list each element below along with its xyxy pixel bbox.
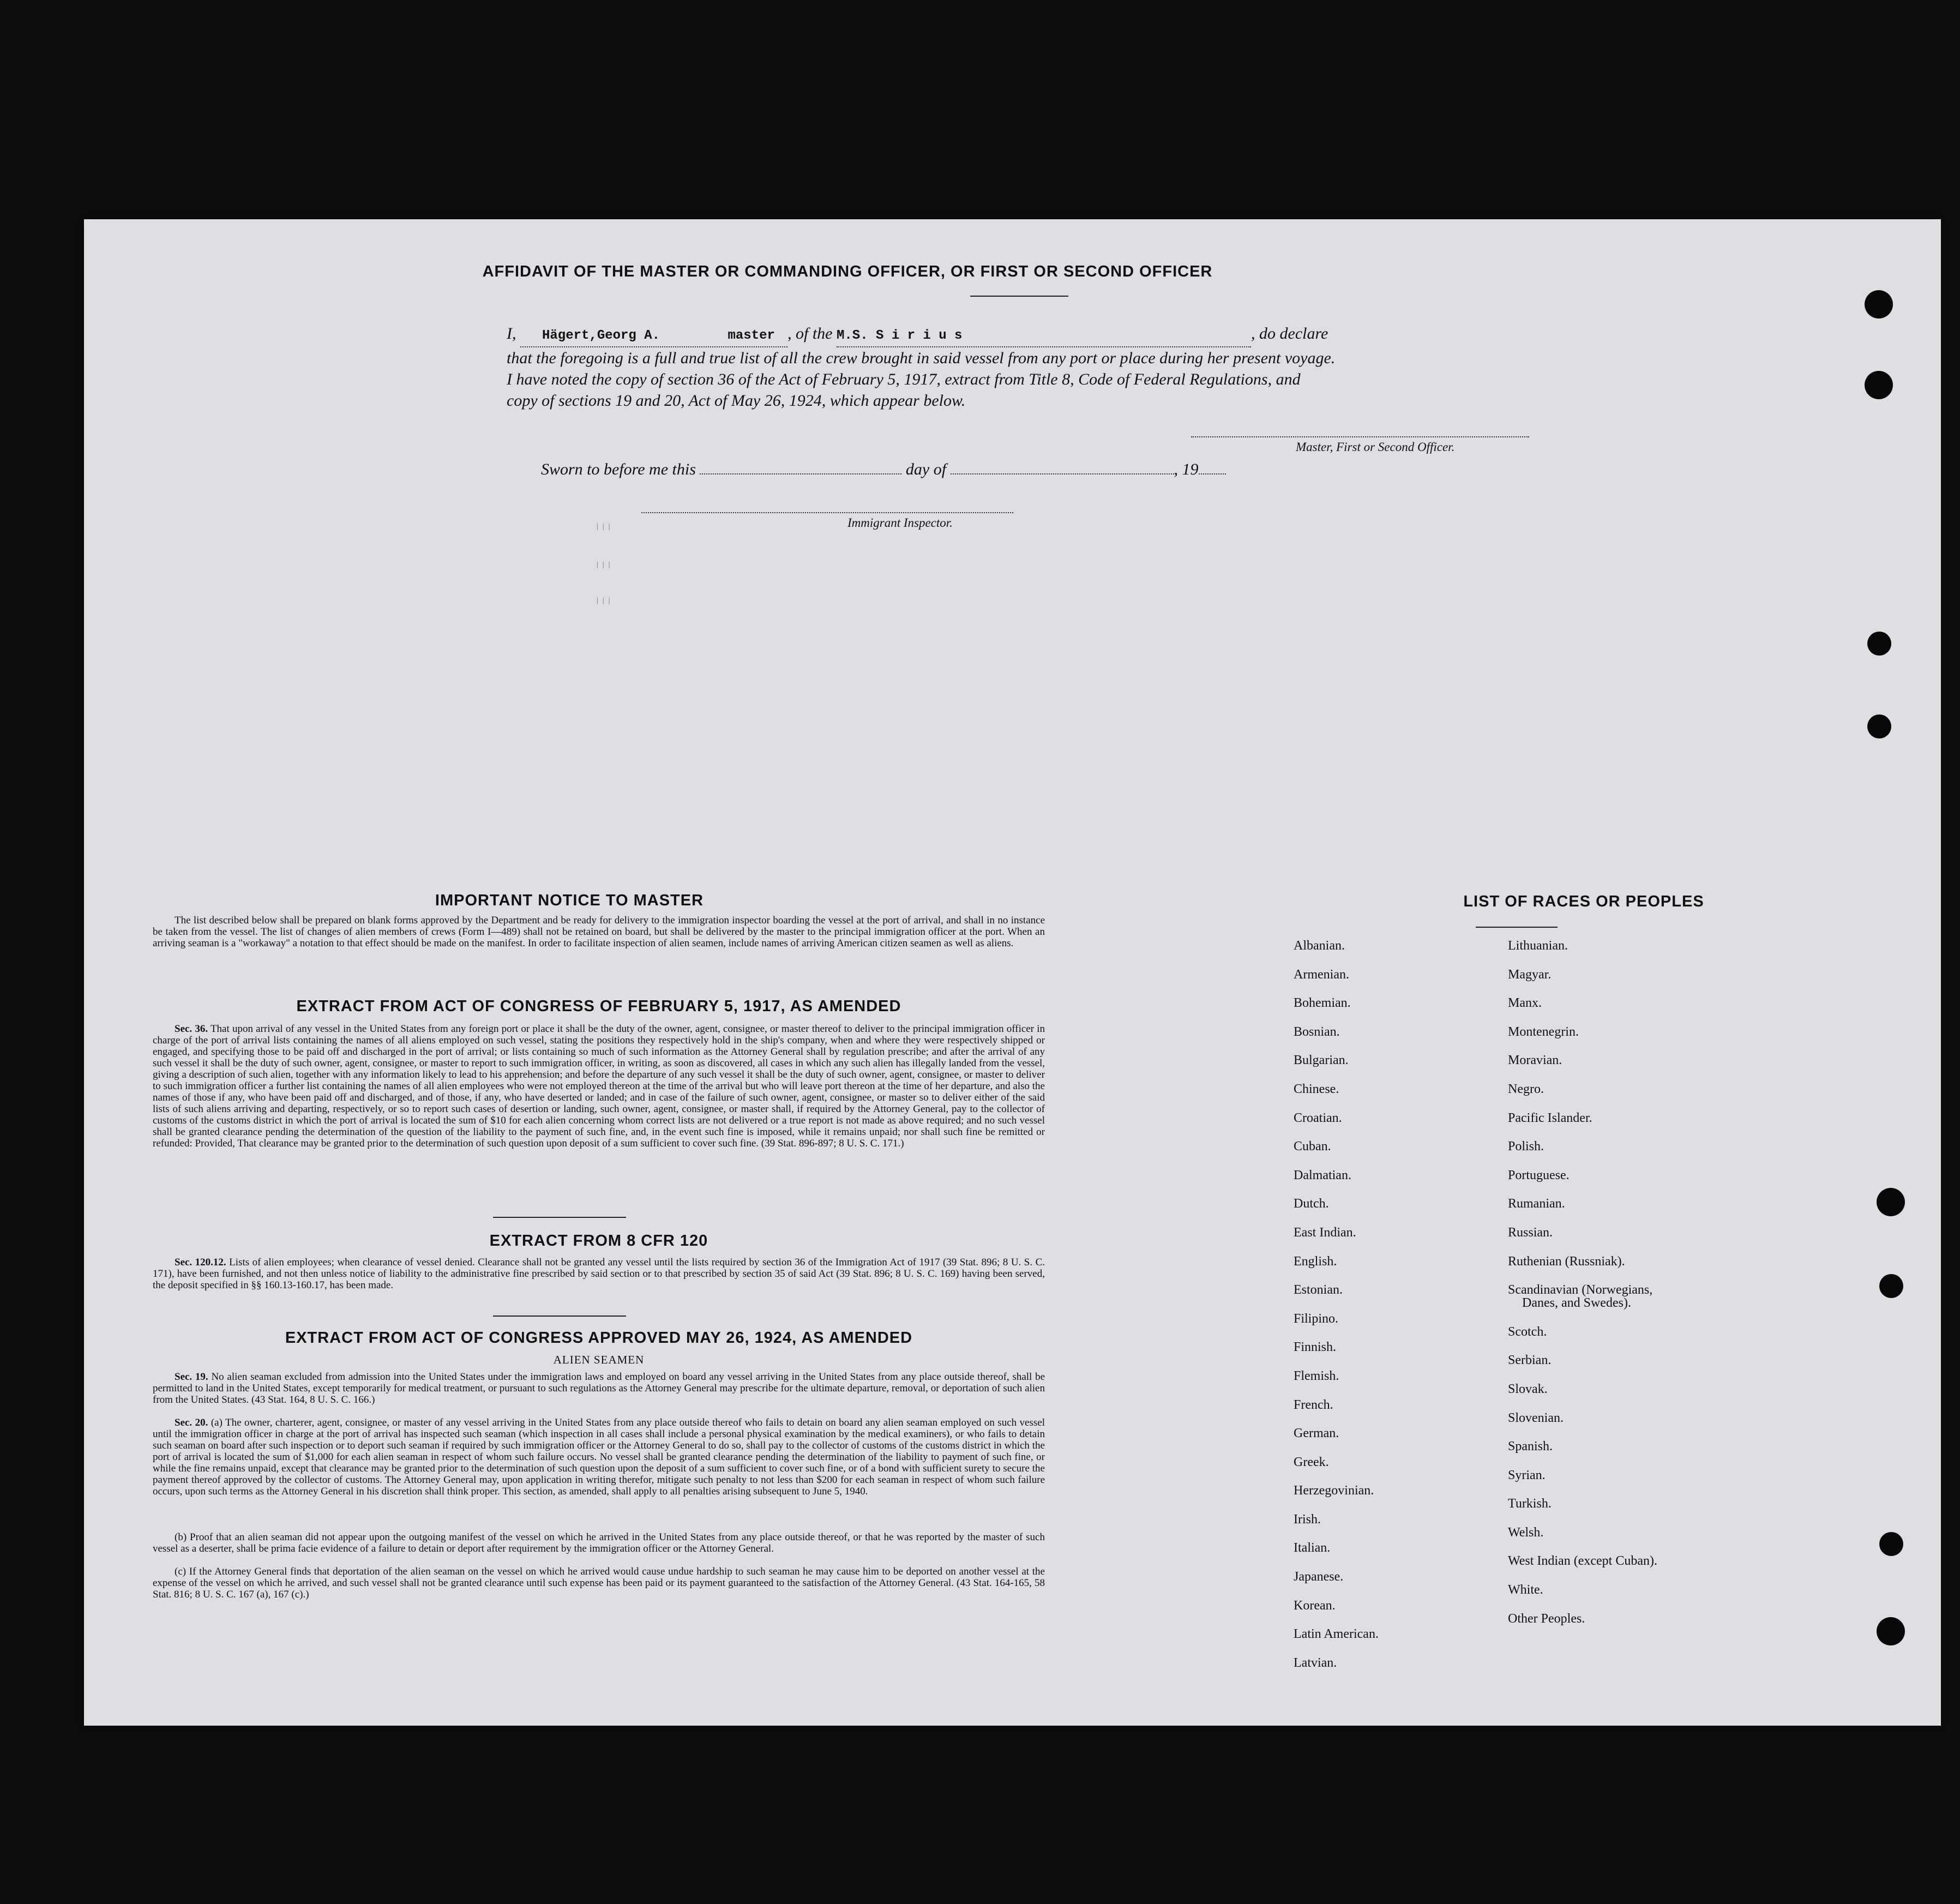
race-item: Dutch. — [1294, 1197, 1329, 1211]
punch-hole-1 — [1865, 290, 1893, 319]
race-item: Greek. — [1294, 1455, 1329, 1469]
race-item: Russian. — [1508, 1225, 1553, 1240]
divider-1 — [493, 1217, 626, 1218]
race-item: Japanese. — [1294, 1570, 1344, 1584]
sec-20b-text: (b) Proof that an alien seaman did not appear upon the outgoing manifest of the vessel on which he arrived in the United States from any place outside thereof, or that he was reported by the master of such vessel as a deserter, shall be prima facie evidence of a failure to detain or deport after requirement by the immigration officer or the Attorney General. — [153, 1531, 1045, 1554]
race-item: Chinese. — [1294, 1082, 1339, 1096]
sec-20a-text — [153, 1417, 1045, 1497]
faint-mark-1: ||| — [597, 522, 615, 531]
punch-hole-8 — [1877, 1617, 1905, 1645]
notice-title: IMPORTANT NOTICE TO MASTER — [435, 892, 704, 909]
inspector-signature-label: Immigrant Inspector. — [847, 516, 953, 530]
race-item: Slovenian. — [1508, 1410, 1564, 1425]
race-item: Other Peoples. — [1508, 1611, 1585, 1626]
sec-120-label: Sec. 120.12. — [175, 1257, 226, 1268]
race-item: Herzegovinian. — [1294, 1483, 1374, 1498]
race-item: White. — [1508, 1583, 1543, 1597]
race-item: Bohemian. — [1294, 996, 1351, 1011]
punch-hole-4 — [1867, 714, 1891, 738]
race-item: Serbian. — [1508, 1353, 1552, 1368]
race-item: Albanian. — [1294, 939, 1345, 953]
races-right-column — [1508, 938, 1657, 1639]
vessel-name-field[interactable] — [837, 325, 1251, 347]
race-item: Turkish. — [1508, 1497, 1552, 1511]
sec-20c-text: (c) If the Attorney General finds that deportation of the alien seaman on the vessel on which he arrived would cause undue hardship to such seaman he may cause him to be deported on another vessel at the expense of the vessel on which he arrived, and such vessel shall not be granted clearance until such expense has been paid or its payment guaranteed to the satisfaction of the Attorney General. (43 Stat. 164-165, 58 Stat. 816; 8 U. S. C. 167 (a), 167 (c).) — [153, 1566, 1045, 1600]
sec-120-body: Lists of alien employees; when clearance of vessel denied. Clearance shall not be granted any vessel until the lists required by section 36 of the Immigration Act of 1917 (39 Stat. 896; 8 U. S. C. 171), have been furnished, and not then unless notice of liability to the administrative fine prescribed by said section or to that prescribed by section 35 of said Act (39 Stat. 896; 8 U. S. C. 169) having been served, the deposit specified in §§ 160.13-160.17, has been made. — [153, 1257, 1045, 1291]
sworn-year-field[interactable] — [1199, 459, 1226, 475]
race-item: Filipino. — [1294, 1311, 1339, 1326]
race-item: Lithuanian. — [1508, 939, 1568, 953]
race-item: English. — [1294, 1254, 1337, 1269]
sec-19-body: No alien seaman excluded from admission into the United States under the immigration laws and employed on board any vessel arriving in the United States from any place outside thereof, shall be permitted to land in the United States, except temporarily for medical treatment, or pursuant to such regulations as the Attorney General may prescribe for the ultimate departure, removal, or deportation of such alien from the United States. (43 Stat. 164, 8 U. S. C. 166.) — [153, 1371, 1045, 1406]
alien-seamen-subtitle: ALIEN SEAMEN — [553, 1353, 645, 1366]
sec-19-text — [153, 1371, 1045, 1406]
extract-1924-title: EXTRACT FROM ACT OF CONGRESS APPROVED MAY 26, 1924, AS AMENDED — [285, 1329, 913, 1347]
race-item: Portuguese. — [1508, 1168, 1570, 1182]
races-title: LIST OF RACES OR PEOPLES — [1463, 893, 1704, 910]
punch-hole-3 — [1867, 632, 1891, 656]
race-item: Pacific Islander. — [1508, 1110, 1592, 1125]
race-item: Negro. — [1508, 1082, 1544, 1096]
races-left-column — [1294, 938, 1379, 1684]
race-item: Korean. — [1294, 1598, 1336, 1613]
extract-1917-title: EXTRACT FROM ACT OF CONGRESS OF FEBRUARY 5, 1917, AS AMENDED — [296, 998, 901, 1015]
master-signature-label: Master, First or Second Officer. — [1296, 440, 1455, 454]
sec-36-label: Sec. 36. — [175, 1023, 208, 1035]
race-item: Danes, and Swedes). — [1522, 1296, 1631, 1311]
extract-cfr-text — [153, 1257, 1045, 1291]
sworn-month-field[interactable] — [951, 459, 1174, 475]
race-item: Rumanian. — [1508, 1197, 1565, 1211]
race-item: West Indian (except Cuban). — [1508, 1554, 1657, 1569]
race-item: French. — [1294, 1397, 1333, 1412]
divider-2 — [493, 1316, 626, 1317]
sec-20a-body: (a) The owner, charterer, agent, consignee, or master of any vessel arriving in the United States from any place outside thereof who fails to detain on board any alien seaman employed on such vessel until the immigration officer in charge at the port of arrival has inspected such seaman (which inspection in all cases shall include a personal physical examination by the medical examiners), or who fails to detain such seaman on board after such inspection or to deport such seaman if required by such immigration officer or the Attorney General to do so, shall pay to the collector of customs of the customs district in which the port of arrival is located the sum of $1,000 for each alien seaman in respect of whom such failure occurs. No vessel shall be granted clearance pending the determination of the liability to payment of such fine, or while the fine remains unpaid, except that clearance may be granted prior to the determination of such question upon the deposit of a sum sufficient to cover such fine, or of a bond with sufficient surety to secure the payment thereof approved by the collector of customs. The Attorney General may, upon application in writing therefor, mitigate such penalty to not less than $200 for each seaman in respect of whom such failure occurs, upon such terms as the Attorney General in his discretion shall think proper. This section, as amended, shall apply to all penalties arising subsequent to June 5, 1940. — [153, 1417, 1045, 1497]
race-item: Welsh. — [1508, 1525, 1544, 1540]
race-item: Bosnian. — [1294, 1024, 1340, 1039]
races-title-rule — [1476, 927, 1558, 928]
race-item: Spanish. — [1508, 1439, 1553, 1454]
declaration-line-3: I have noted the copy of section 36 of the Act of February 5, 1917, extract from Title 8, Code of Federal Regulations, and — [507, 370, 1301, 388]
master-rank-value: master — [728, 328, 775, 343]
race-item: Syrian. — [1508, 1468, 1546, 1482]
faint-mark-3: ||| — [597, 597, 615, 605]
vessel-name-value: M.S. S i r i u s — [837, 328, 963, 343]
declaration-line-2: that the foregoing is a full and true list of all the crew brought in said vessel from any port or place during her present voyage. — [507, 349, 1336, 367]
extract-1917-text — [153, 1023, 1045, 1149]
master-name-value: Hägert,Georg A. — [542, 328, 660, 343]
punch-hole-7 — [1879, 1532, 1903, 1556]
extract-cfr-title: EXTRACT FROM 8 CFR 120 — [489, 1232, 708, 1250]
race-item: Moravian. — [1508, 1053, 1562, 1068]
race-item: East Indian. — [1294, 1225, 1356, 1240]
sec-19-label: Sec. 19. — [175, 1371, 208, 1383]
race-item: German. — [1294, 1426, 1339, 1441]
race-item: Slovak. — [1508, 1382, 1548, 1396]
race-item: Flemish. — [1294, 1368, 1339, 1383]
form-sheet — [84, 219, 1941, 1726]
race-item: Bulgarian. — [1294, 1053, 1349, 1068]
race-item: Dalmatian. — [1294, 1168, 1351, 1182]
race-item: Estonian. — [1294, 1283, 1343, 1298]
race-item: Armenian. — [1294, 967, 1349, 982]
faint-mark-2: ||| — [597, 561, 615, 569]
race-item: Polish. — [1508, 1139, 1544, 1154]
affidavit-title-rule — [970, 296, 1068, 297]
declaration-line-4: copy of sections 19 and 20, Act of May 26, 1924, which appear below. — [507, 392, 966, 410]
affidavit-title: AFFIDAVIT OF THE MASTER OR COMMANDING OFFICER, OR FIRST OR SECOND OFFICER — [482, 263, 1213, 280]
race-item: Italian. — [1294, 1541, 1331, 1555]
race-item: Scotch. — [1508, 1324, 1547, 1339]
punch-hole-5 — [1877, 1188, 1905, 1216]
punch-hole-6 — [1879, 1274, 1903, 1298]
race-item: Cuban. — [1294, 1139, 1331, 1154]
affidavit-declaration: I, Hägert,Georg A. master , of the M.S. S i r i u s , do declare that the foregoing is a full and true list of all the crew brought in said vessel from any port or place during her present voyage. I have noted the copy of section 36 of the Act of February 5, 1917, extract from Title 8, Code of Federal Regulations, and copy of sections 19 and 20, Act of May 26, 1924, which appear below. — [507, 323, 1619, 411]
sec-20-label: Sec. 20. — [175, 1417, 208, 1428]
notice-text: The list described below shall be prepared on blank forms approved by the Department and be ready for delivery to the immigration inspector boarding the vessel at the port of arrival, and shall in no instance be taken from the vessel. The list of changes of alien members of crews (Form I—489) shall not be retained on board, but shall be delivered by the master to the principal immigration officer at the port. When an arriving seaman is a "workaway" a notation to that effect should be made on the manifest. In order to facilitate inspection of alien seamen, include names of arriving American citizen seamen as well as aliens. — [153, 915, 1045, 949]
race-item: Magyar. — [1508, 967, 1552, 982]
race-item: Croatian. — [1294, 1110, 1342, 1125]
race-item: Latin American. — [1294, 1627, 1379, 1642]
race-item: Montenegrin. — [1508, 1024, 1579, 1039]
sec-36-body: That upon arrival of any vessel in the United States from any foreign port or place it shall be the duty of the owner, agent, consignee, or master thereof to deliver to the principal immigration officer in charge of the port of arrival lists containing the names of all aliens employed on such vessel, stating the positions they respectively hold in the ship's company, when and where they were respectively shipped or engaged, and specifying those to be paid off and discharged in the port of arrival; or lists containing so much of such information as the Attorney General shall by regulation prescribe; and after the arrival of any such vessel it shall be the duty of such owner, agent, consignee, or master to report to such immigration officer, in writing, as soon as discovered, all cases in which any such alien has illegally landed from the vessel, giving a description of such alien, together with any information likely to lead to his apprehension; and before the departure of any such vessel it shall be the duty of such owner, agent, consignee, or master to deliver to such immigration officer a further list containing the names of all alien employees who were not employed thereon at the time of the arrival but who will leave port thereon at the time of her departure, and also the names of those if any, who have been paid off and discharged, and of those, if any, who have deserted or landed; and in case of the failure of such owner, agent, consignee, or master so to deliver either of the said lists of such aliens arriving and departing, respectively, or so to report such cases of desertion or landing, such owner, agent, consignee, or master shall, if required by the Attorney General, pay to the collector of customs of the customs district in which the port of arrival is located the sum of $10 for each alien concerning whom correct lists are not delivered or a true report is not made as above required; and no such vessel shall be granted clearance pending the determination of the question of the liability to the payment of such fine, and, in the event such fine is imposed, while it remains unpaid; nor shall such fine be remitted or refunded: Provided, That clearance may be granted prior to the determination of such question upon deposit of a sum sufficient to cover such fine. (39 Stat. 896-897; 8 U. S. C. 171.) — [153, 1023, 1045, 1149]
master-name-field[interactable] — [520, 325, 787, 347]
race-item: Ruthenian (Russniak). — [1508, 1254, 1625, 1269]
punch-hole-2 — [1865, 371, 1893, 399]
sworn-date-field[interactable] — [700, 459, 901, 475]
sworn-statement: Sworn to before me this day of , 19 — [541, 459, 1226, 479]
race-item: Irish. — [1294, 1512, 1321, 1527]
race-item: Latvian. — [1294, 1655, 1337, 1670]
master-signature-line[interactable] — [1191, 436, 1529, 437]
race-item: Finnish. — [1294, 1340, 1337, 1355]
race-item: Manx. — [1508, 996, 1542, 1011]
race-item: Scandinavian (Norwegians, — [1508, 1283, 1653, 1298]
inspector-signature-line[interactable] — [641, 512, 1013, 513]
